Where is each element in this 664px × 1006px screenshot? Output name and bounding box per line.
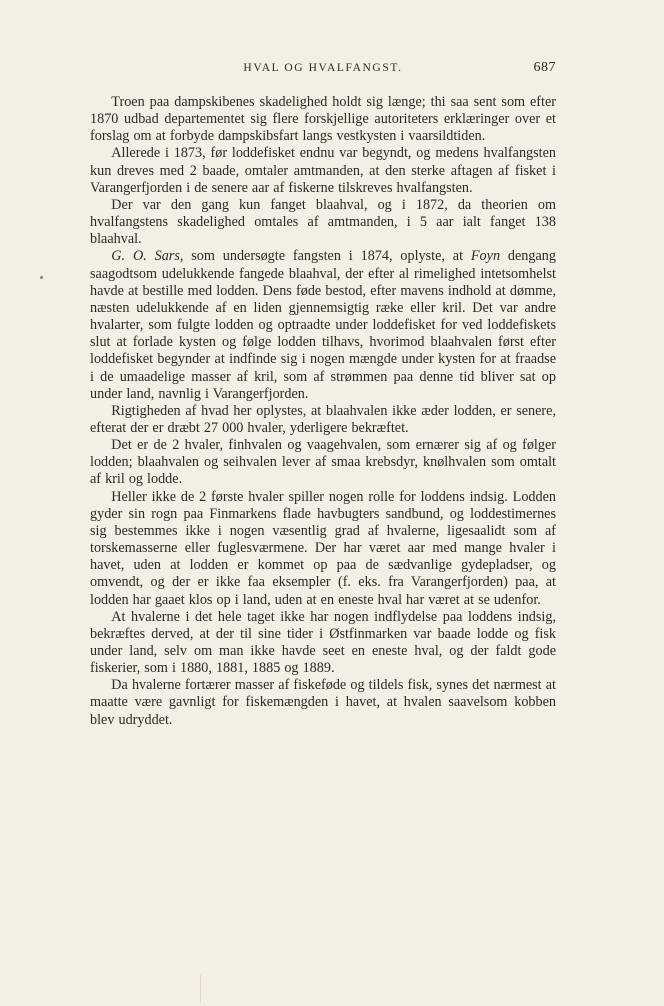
paragraph-dampskibe: Troen paa dampskibenes skadelighed holdt sig længe; thi saa sent som efter 1870 udbad departementet sig flere forskjellige autoriteters erklæringer over et forslag om at forbyde dampskibsfart langs vestkysten i vaarsildtiden. — [90, 94, 556, 145]
page-edge-line — [200, 975, 201, 1003]
sars-text-b: dengang saagodtsom udelukkende fangede blaahval, der efter al rimelighed intetsomhelst havde at bestille med lodden. Dens føde bestod, efter mavens indhold at dømme, næsten udelukkende af en liden gjennemsigtig ræke eller kril. Det var andre hvalarter, som fulgte lodden og optraadte under loddefisket for ved loddefiskets slut at forlade kysten og følge lodden tilhavs, hvorimod blaahvalen først efter loddefisket begynder at indfinde sig i nogen mængde under kysten for at fraadse i de umaadelige masser af kril, som af strømmen paa denne tid bliver sat op under land, navnlig i Varangerfjorden. — [90, 248, 556, 402]
margin-dot — [40, 276, 43, 279]
paragraph-finhval: Det er de 2 hvaler, finhvalen og vaagehvalen, som ernærer sig af og følger lodden; blaahvalen og seihvalen lever af smaa krebsdyr, knølhvalen som omtalt af kril og lodde. — [90, 437, 556, 488]
paragraph-indflydelse: At hvalerne i det hele taget ikke har nogen indflydelse paa loddens indsig, bekræftes derved, at der til sine tider i Østfinmarken var baade lodde og fisk under land, selv om man ikke havde seet en eneste hval, og der faldt gode fiskerier, som i 1880, 1881, 1885 og 1889. — [90, 608, 556, 677]
body-text — [90, 94, 556, 729]
page-number: 687 — [533, 60, 556, 75]
paragraph-gydning: Heller ikke de 2 første hvaler spiller nogen rolle for loddens indsig. Lodden gyder sin rogn paa Finmarkens flade havbugters sandbund, og loddestimernes sig bestemmes ikke i nogen væsentlig grad af hvalerne, ligesaalidt som af torskemasserne eller fuglesværmene. Der har været aar med mange hvaler i havet, uden at lodden er kommet op paa de sædvanlige gydepladser, og omvendt, og der er ikke faa eksempler (f. eks. fra Varangerfjorden) paa, at lodden har gaaet klos op i land, uden at en eneste hval har været at se udenfor. — [90, 488, 556, 608]
sars-text-a: , som undersøgte fangsten i 1874, oplyste, at — [179, 248, 471, 265]
paragraph-1873: Allerede i 1873, før loddefisket endnu var begyndt, og medens hvalfangsten kun dreves med 2 baade, omtaler amtmanden, at den sterke aftagen af fisket i Varangerfjorden i de senere aar af fiskerne tilskreves hvalfangsten. — [90, 145, 556, 196]
running-head: HVAL OG HVALFANGST. — [243, 62, 403, 74]
page-header — [90, 60, 556, 80]
author-name: G. O. Sars — [111, 248, 180, 265]
paragraph-rigtigheden: Rigtigheden af hvad her oplystes, at blaahvalen ikke æder lodden, er senere, efterat der er dræbt 27 000 hvaler, yderligere bekræftet. — [90, 402, 556, 436]
ship-name: Foyn — [470, 248, 501, 265]
paragraph-sars — [90, 248, 556, 402]
paragraph-konklusion: Da hvalerne fortærer masser af fiskeføde og tildels fisk, synes det nærmest at maatte være gavnligt for fiskemængden i havet, at hvalen saavelsom kobben blev udryddet. — [90, 677, 556, 728]
paragraph-blaahval-1872: Der var den gang kun fanget blaahval, og i 1872, da theorien om hvalfangstens skadelighed omtales af amtmanden, i 5 aar ialt fanget 138 blaahval. — [90, 196, 556, 248]
